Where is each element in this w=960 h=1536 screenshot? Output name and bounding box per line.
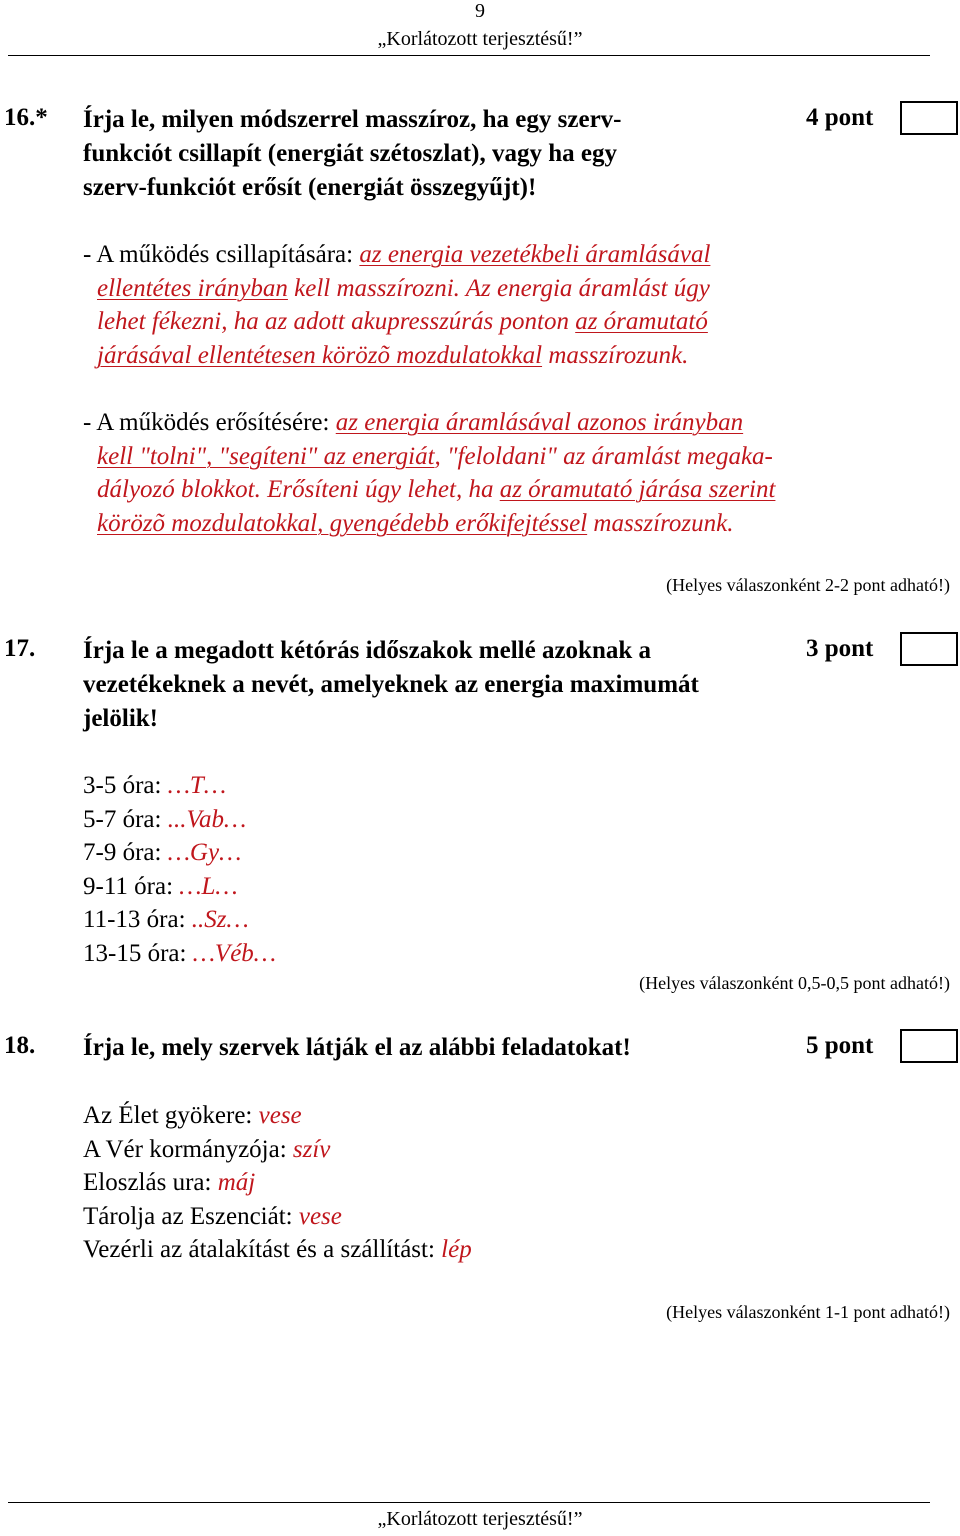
organ-answer: szív	[292, 1135, 331, 1163]
list-item	[83, 1099, 883, 1133]
meridian-answer: …L…	[179, 872, 238, 900]
meridian-answer: …Gy…	[167, 839, 242, 866]
list-item	[83, 870, 683, 904]
list-item	[83, 1200, 883, 1234]
list-item	[83, 1166, 883, 1200]
task-label: A Vér kormányzója:	[83, 1135, 293, 1163]
list-item	[83, 937, 683, 971]
q18-number: 18.	[4, 1032, 36, 1059]
organ-answer: lép	[441, 1236, 472, 1263]
meridian-answer: ..Sz…	[191, 906, 249, 933]
answer-underlined: ellentétes irányban	[97, 274, 288, 302]
q16-scoring-note: (Helyes válaszonként 2-2 pont adható!)	[666, 575, 950, 595]
q17-score-box[interactable]	[900, 632, 958, 666]
q16-question-line: szerv-funkciót erősít (energiát összegyűjt)!	[83, 174, 537, 201]
answer-prefix: - A működés csillapítására:	[83, 241, 360, 268]
answer-prefix: - A működés erősítésére:	[83, 409, 336, 436]
answer-underlined: az óramutató	[575, 308, 708, 335]
list-item	[83, 769, 683, 803]
time-label: 5-7 óra:	[83, 805, 168, 833]
task-label: Az Élet gyökere:	[83, 1102, 259, 1129]
answer-underlined: körözõ mozdulatokkal, gyengédebb erőkifejtéssel	[97, 509, 588, 537]
answer-text: masszírozunk.	[587, 509, 734, 537]
list-item	[83, 803, 683, 837]
answer-text: dályozó blokkot. Erősíteni úgy lehet, ha	[97, 476, 500, 503]
organ-answer: máj	[217, 1169, 256, 1196]
q17-question	[83, 634, 803, 736]
organ-answer: vese	[258, 1102, 302, 1129]
q16-number: 16.*	[4, 104, 48, 131]
q17-answers	[83, 769, 683, 970]
distribution-notice-footer: „Korlátozott terjesztésű!”	[377, 1508, 583, 1530]
list-item	[83, 1233, 883, 1267]
q16-question-line: Írja le, milyen módszerrel masszíroz, ha egy szerv-	[83, 106, 622, 133]
answer-text: lehet fékezni, ha az adott akupresszúrás ponton	[97, 308, 576, 335]
q16-answer-dampening	[83, 238, 943, 372]
q16-points: 4 pont	[806, 104, 874, 131]
answer-text: , "feloldani" az áramlást megaka-	[434, 442, 773, 470]
footer-rule	[8, 1502, 930, 1503]
time-label: 7-9 óra:	[83, 839, 168, 866]
answer-underlined: az energia áramlásával azonos irányban	[335, 409, 744, 436]
q17-question-line: jelölik!	[83, 705, 158, 732]
answer-underlined: az energia vezetékbeli áramlásával	[359, 241, 711, 268]
organ-answer: vese	[298, 1202, 342, 1230]
q17-question-line: Írja le a megadott kétórás időszakok mellé azoknak a	[83, 637, 652, 664]
answer-text: kell masszírozni. Az energia áramlást úgy	[287, 274, 710, 302]
q16-question	[83, 103, 803, 205]
answer-underlined: kell "tolni", "segíteni" az energiát	[97, 442, 435, 470]
time-label: 13-15 óra:	[83, 939, 193, 967]
task-label: Eloszlás ura:	[83, 1169, 218, 1196]
distribution-notice-header: „Korlátozott terjesztésű!”	[377, 28, 583, 50]
task-label: Vezérli az átalakítást és a szállítást:	[83, 1236, 442, 1263]
list-item	[83, 836, 683, 870]
answer-text: masszírozunk.	[542, 341, 689, 369]
q17-question-line: vezetékeknek a nevét, amelyeknek az energia maximumát	[83, 671, 699, 698]
time-label: 11-13 óra:	[83, 906, 192, 933]
q18-score-box[interactable]	[900, 1029, 958, 1063]
q18-answers	[83, 1099, 883, 1267]
answer-underlined: járásával ellentétesen körözõ mozdulatokkal	[97, 341, 543, 369]
q16-question-line: funkciót csillapít (energiát szétoszlat), vagy ha egy	[83, 140, 617, 167]
page-number: 9	[475, 0, 485, 22]
header-rule	[8, 55, 930, 56]
q18-scoring-note: (Helyes válaszonként 1-1 pont adható!)	[666, 1302, 950, 1322]
meridian-answer: …T…	[167, 772, 227, 799]
q16-answer-strengthening	[83, 406, 943, 540]
q17-scoring-note: (Helyes válaszonként 0,5-0,5 pont adható!)	[639, 973, 950, 993]
q17-number: 17.	[4, 635, 36, 662]
q17-points: 3 pont	[806, 635, 874, 662]
list-item	[83, 1133, 883, 1167]
list-item	[83, 903, 683, 937]
time-label: 3-5 óra:	[83, 772, 168, 799]
q18-question: Írja le, mely szervek látják el az alábbi feladatokat!	[83, 1034, 631, 1061]
time-label: 9-11 óra:	[83, 872, 180, 900]
answer-underlined: az óramutató járása szerint	[499, 476, 776, 503]
q16-score-box[interactable]	[900, 101, 958, 135]
meridian-answer: …Véb…	[192, 939, 277, 967]
q18-points: 5 pont	[806, 1032, 874, 1059]
meridian-answer: ...Vab…	[167, 805, 247, 833]
task-label: Tárolja az Eszenciát:	[83, 1202, 299, 1230]
